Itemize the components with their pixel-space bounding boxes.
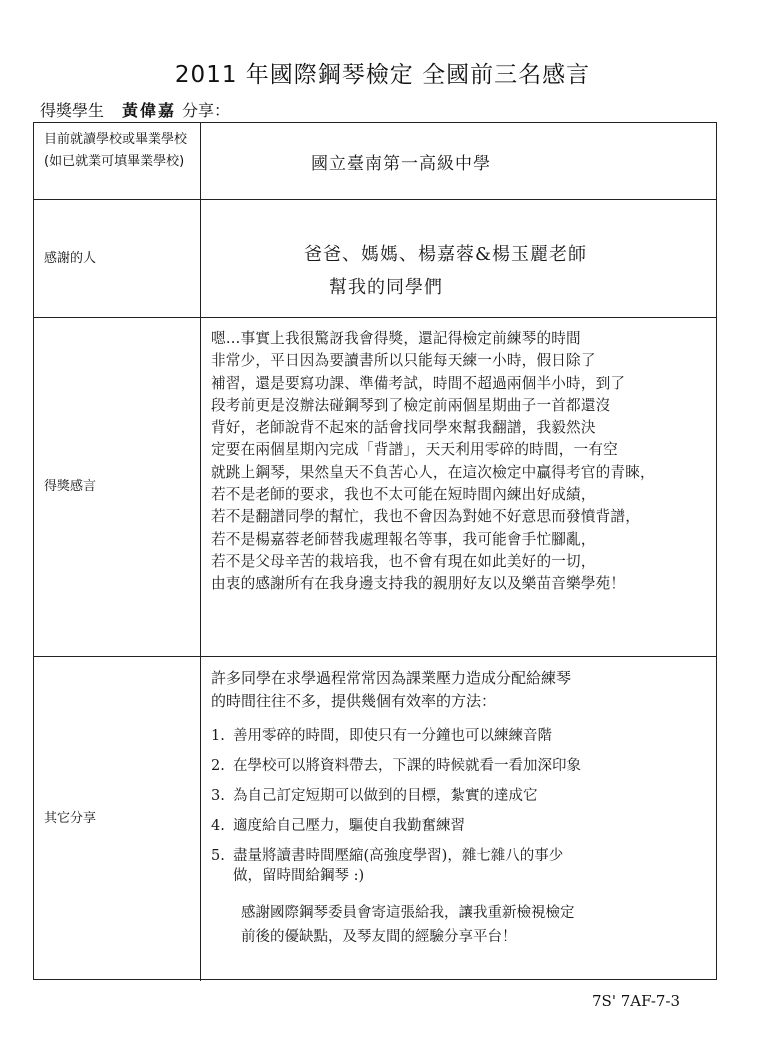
- tip-number: 5.: [211, 848, 225, 864]
- feelings-line: 定要在兩個星期內完成「背譜」，天天利用零碎的時間，一有空: [211, 441, 618, 459]
- tip-text: 盡量將讀書時間壓縮(高強度學習)，雜七雜八的事少: [233, 848, 564, 864]
- student-label: 得獎學生: [40, 101, 105, 120]
- student-name: 黃偉嘉: [122, 101, 177, 120]
- feelings-row: [34, 318, 716, 657]
- other-cell: [201, 657, 716, 981]
- feelings-line: 若不是楊嘉蓉老師替我處理報名等事，我可能會手忙腳亂，: [211, 530, 596, 548]
- other-row: [34, 657, 716, 981]
- other-intro-line: 的時間往往不多，提供幾個有效率的方法：: [211, 692, 497, 710]
- feelings-line: 非常少，平日因為要讀書所以只能每天練一小時，假日除了: [211, 352, 596, 370]
- feelings-line: 背好，老師說背不起來的話會找同學來幫我翻譜，我毅然決: [211, 419, 596, 437]
- other-text: [211, 667, 710, 949]
- tip-text: 在學校可以將資料帶去，下課的時候就看一看加深印象: [233, 758, 581, 774]
- closing-line: 前後的優缺點，及琴友間的經驗分享平台！: [241, 929, 517, 945]
- student-line: [40, 98, 230, 121]
- feelings-line: 若不是父母辛苦的栽培我，也不會有現在如此美好的一切，: [211, 552, 596, 570]
- student-suffix: 分享：: [182, 101, 231, 120]
- feelings-line: 若不是翻譜同學的幫忙，我也不會因為對她不好意思而發憤背譜，: [211, 508, 641, 526]
- feelings-line: 嗯…事實上我很驚訝我會得獎，還記得檢定前練琴的時間: [211, 330, 581, 347]
- feelings-line: 段考前更是沒辦法碰鋼琴到了檢定前兩個星期曲子一首都還沒: [211, 396, 611, 414]
- other-label: 其它分享: [34, 657, 201, 981]
- feelings-text: [211, 328, 710, 596]
- tip-item: [211, 811, 710, 841]
- school-cell: [201, 123, 716, 199]
- tip-number: 3.: [211, 788, 225, 804]
- thanks-line-1: 爸爸、媽媽、楊嘉蓉&楊玉麗老師: [304, 244, 588, 265]
- tip-text: 為自己訂定短期可以做到的目標，紮實的達成它: [233, 788, 538, 804]
- award-form: [33, 122, 717, 980]
- tip-item: [211, 781, 710, 811]
- school-row: [34, 123, 716, 200]
- feelings-line: 若不是老師的要求，我也不太可能在短時間內練出好成績，: [211, 486, 596, 504]
- other-intro-line: 許多同學在求學過程常常因為課業壓力造成分配給練琴: [211, 669, 572, 687]
- feelings-line: 就跳上鋼琴，果然皇天不負苦心人，在這次檢定中贏得考官的青睞，: [211, 463, 655, 481]
- document-title: 2011 年國際鋼琴檢定 全國前三名感言: [174, 62, 591, 88]
- tips-list: [211, 721, 710, 871]
- thanks-row: [34, 200, 716, 318]
- feelings-line: 補習，還是要寫功課、準備考試，時間不超過兩個半小時，到了: [211, 374, 626, 392]
- feelings-cell: [201, 318, 716, 656]
- document-code: 7S' 7AF-7-3: [592, 992, 681, 1010]
- closing-text: [211, 901, 710, 949]
- tip-number: 4.: [211, 818, 225, 834]
- thanks-label: 感謝的人: [34, 200, 201, 317]
- tip-number: 1.: [211, 728, 225, 744]
- feelings-label: 得獎感言: [34, 318, 201, 656]
- thanks-cell: [201, 200, 716, 317]
- tip-5-continuation: 做，留時間給鋼琴 :): [233, 868, 365, 884]
- school-label: 目前就讀學校或畢業學校(如已就業可填畢業學校): [34, 123, 201, 199]
- tip-number: 2.: [211, 758, 225, 774]
- tip-item: [211, 721, 710, 751]
- feelings-line: 由衷的感謝所有在我身邊支持我的親朋好友以及樂苗音樂學苑！: [211, 575, 626, 593]
- tip-item: [211, 751, 710, 781]
- school-value: 國立臺南第一高級中學: [311, 154, 491, 174]
- tip-text: 適度給自己壓力，驅使自我勤奮練習: [233, 818, 465, 834]
- thanks-line-2: 幫我的同學們: [329, 277, 443, 298]
- closing-line: 感謝國際鋼琴委員會寄這張給我，讓我重新檢視檢定: [241, 905, 575, 921]
- tip-text: 善用零碎的時間，即使只有一分鐘也可以練練音階: [233, 728, 552, 744]
